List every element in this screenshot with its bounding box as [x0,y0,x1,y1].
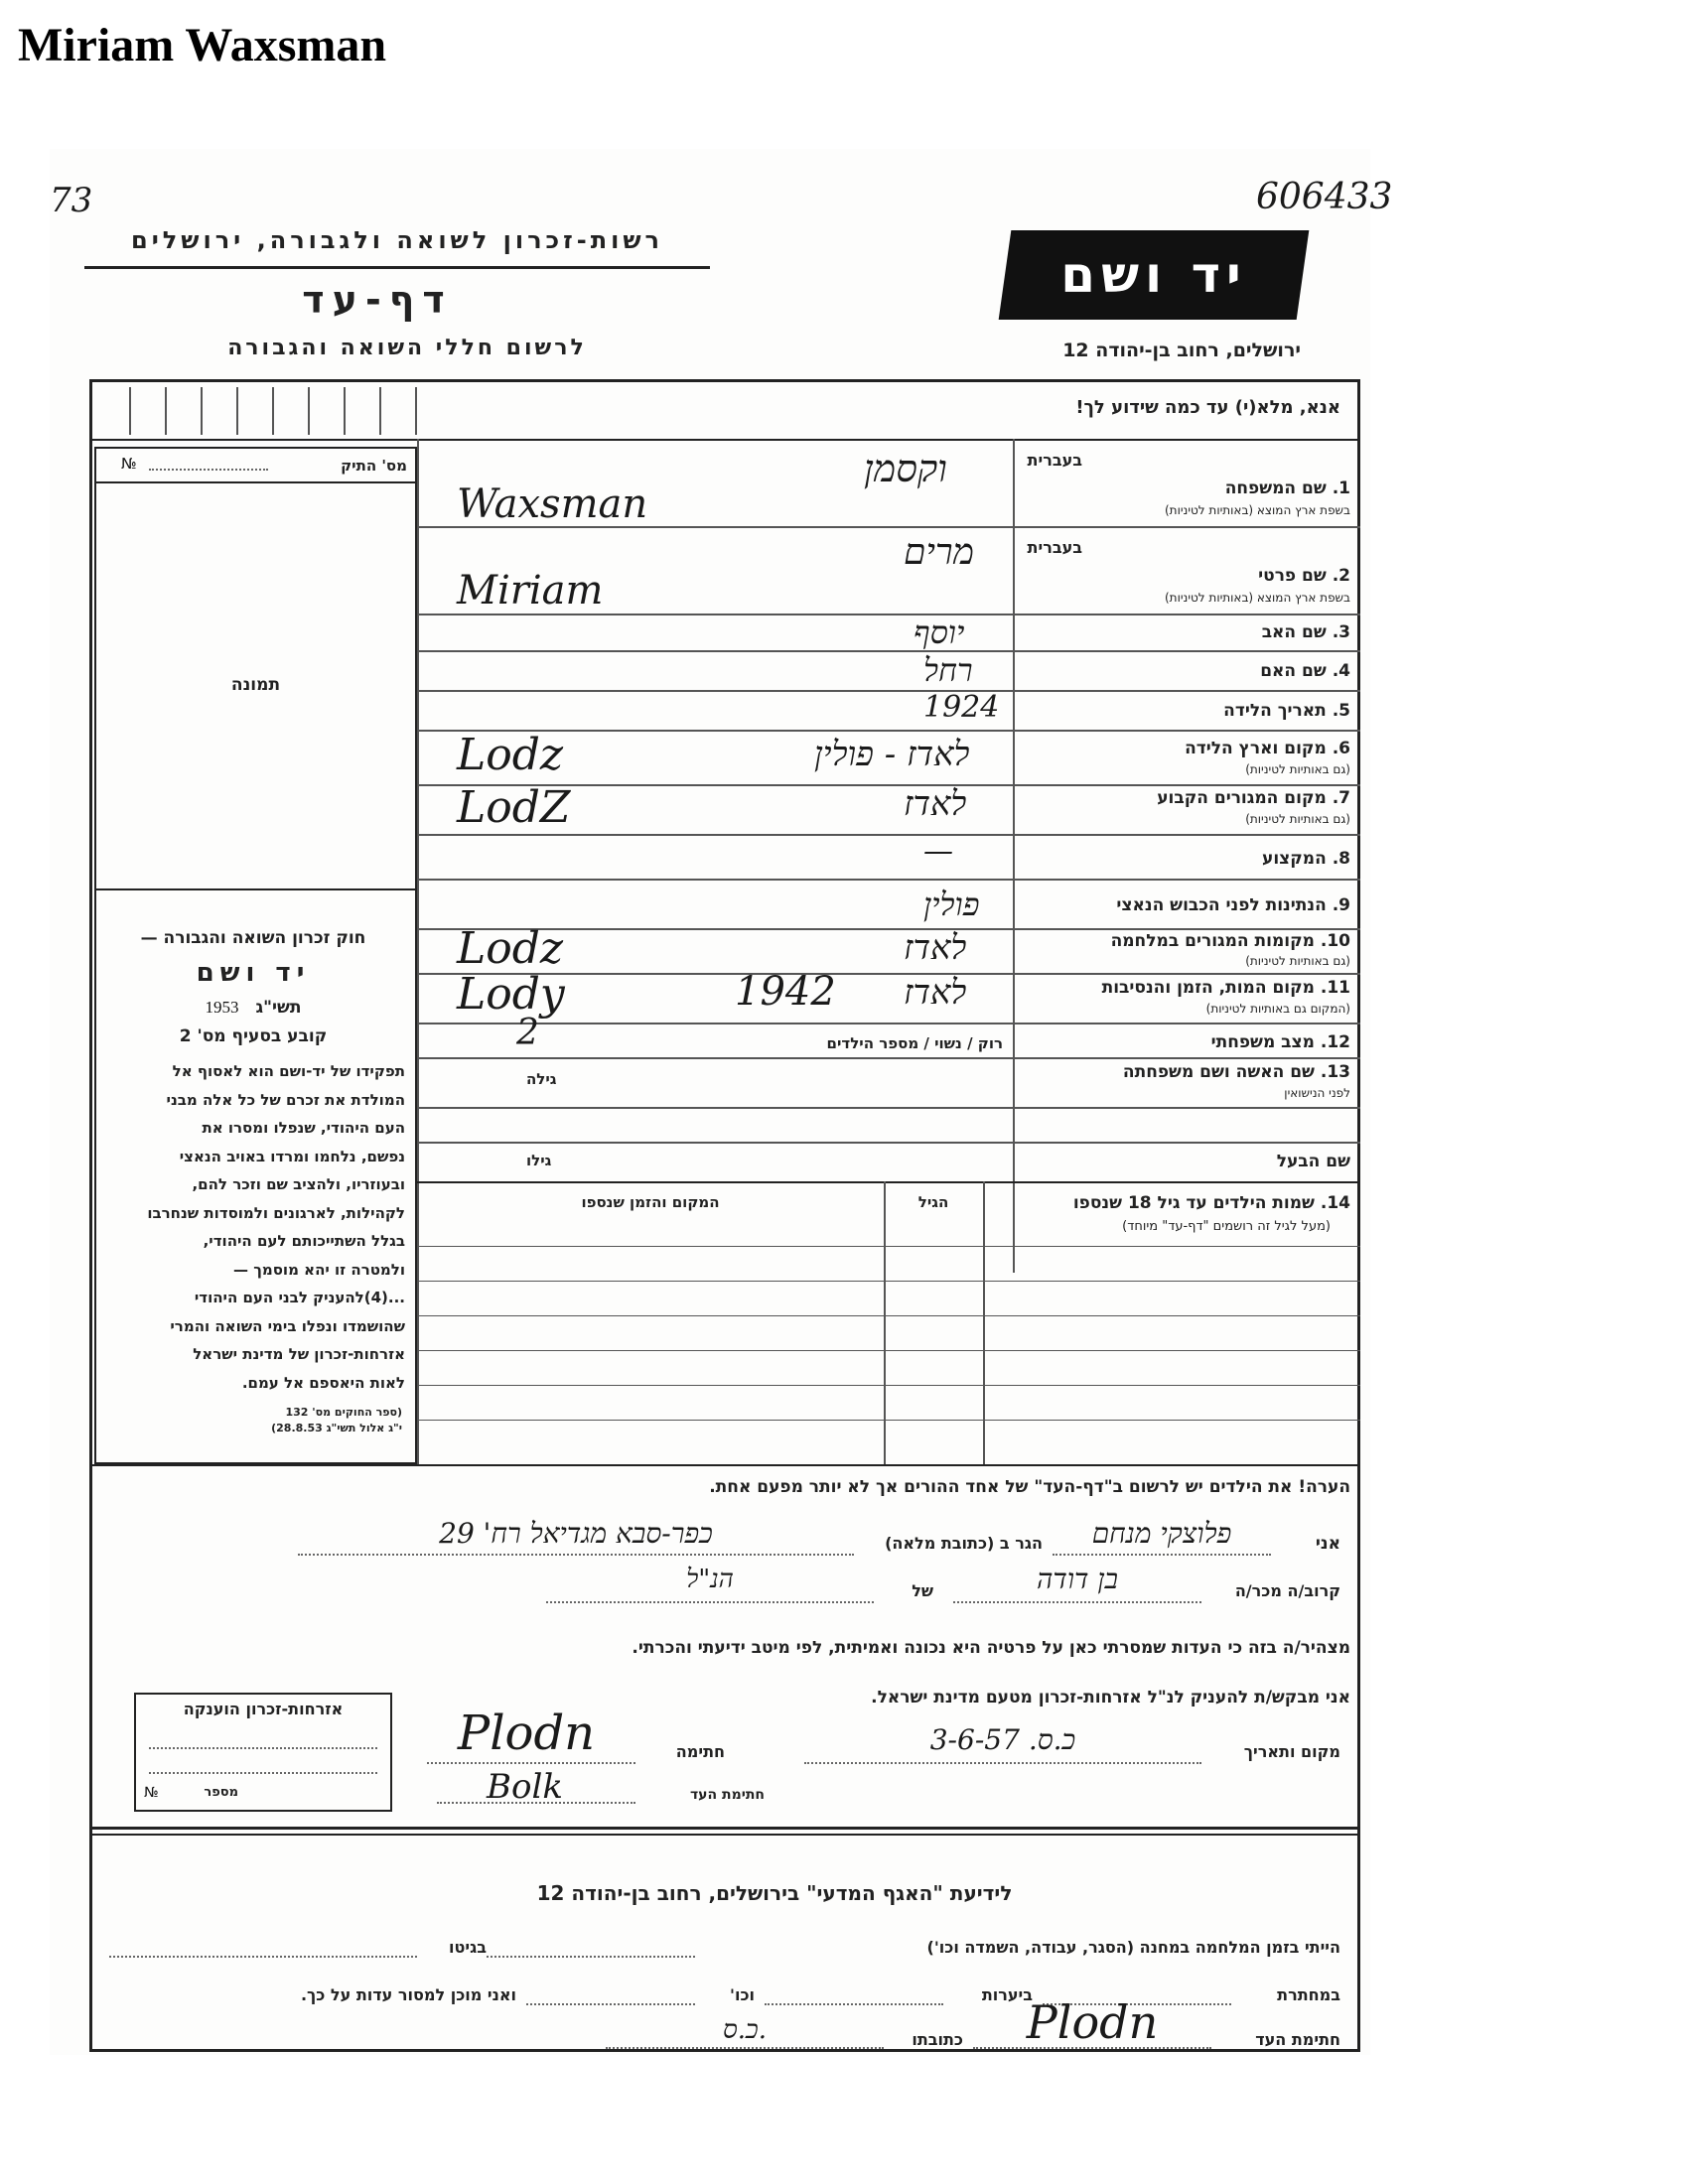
citizenship-number-label: מספר [204,1785,238,1800]
law-text-line: ובעוזריו, ולהציב שם וזכר להם, [192,1175,405,1193]
field-2-hebrew-tag: בעברית [1027,538,1082,557]
field-num: 4. [1332,661,1350,681]
of-label: של [912,1581,933,1600]
address-line: ירושלים, רחוב בן-יהודה 12 [1062,340,1301,361]
field-1-sub: בשפת ארץ המוצא (באותיות לטיניות) [1165,503,1350,517]
field-text: שם האשה ושם משפחתה [1122,1062,1315,1082]
field-6-sub: (גם באותיות לטיניות) [1245,762,1350,776]
footer-address: כ.ס. [722,2015,768,2045]
birth-date: 1924 [923,690,1000,725]
relation-value: בן דודה [1036,1563,1118,1595]
field-13-label [1023,1062,1350,1082]
field-text: שם האב [1261,622,1327,642]
field-num: 8. [1332,849,1350,869]
field-text: הנתינות לפני הכבוש הנאצי [1116,895,1327,915]
footer-etc: וכו' [730,1985,755,2004]
law-citation [104,1405,402,1436]
code-boxes [129,387,417,435]
husband-age-label: גילו [526,1152,552,1169]
surname-latin: Waxsman [457,481,648,527]
field-num: 10. [1320,931,1350,951]
place-date-label: מקום ותאריך [1243,1742,1340,1761]
archive-number: 606433 [1256,177,1393,217]
signature-label: חתימה [675,1742,725,1761]
field-num: 6. [1332,739,1350,758]
field-1-label [1023,478,1350,498]
place-date-value: כ.ס. 3-6-57 [929,1723,1076,1756]
mother-name: רחל [923,651,973,689]
field-3-label [1023,622,1350,642]
law-citation-line: (ספר החוקים מס' 132 [285,1406,402,1419]
field-text: מקום המות, הזמן והנסיבות [1101,978,1315,998]
field-num: 7. [1332,788,1350,808]
field-7-sub: (גם באותיות לטיניות) [1245,812,1350,826]
field-4-label [1023,661,1350,681]
law-year: 1953 [205,998,239,1017]
field-num: 14. [1320,1193,1350,1213]
field-num: 1. [1332,478,1350,498]
law-title: חוק זכרון השואה והגבורה — [140,928,366,948]
father-name: יוסף [914,614,965,651]
logo-text: יד ושם [1060,246,1247,304]
death-place-hebrew: לאדז [904,973,967,1013]
field-8-label [1023,849,1350,869]
field-2-sub: בשפת ארץ המוצא (באותיות לטיניות) [1165,591,1350,605]
law-citation-line: י"ג אלול תשי"ג 28.8.53) [271,1422,402,1434]
declarant-address: כפר-סבא מגדיאל רח' 29 [439,1517,713,1550]
birthplace-hebrew: לאדז - פולין [814,735,970,774]
law-text-line: נפשם, נלחמו ומרדו באויב הנאצי [179,1147,405,1165]
footer-witness-sig-label: חתימת העד [1255,2030,1340,2049]
footer-testify: ואני מוכן למסור עדות על כך. [300,1985,516,2004]
law-text-line: שהושמדו ונפלו בימי השואה והמרי [170,1316,405,1335]
surname-hebrew: וקסמן [864,447,947,490]
photo-label: תמונה [230,675,281,695]
field-num: 13. [1320,1062,1350,1082]
field-text: תאריך הלידה [1223,701,1327,721]
children-age-header: הגיל [917,1193,949,1211]
corner-number: 73 [50,181,93,220]
death-place-latin: Lody [457,969,565,1020]
scanned-form [50,149,1393,2055]
footer-title: לידיעת "האגף המדעי" בירושלים, רחוב בן-יהודה 12 [536,1881,1013,1905]
firstname-hebrew: מרים [904,532,974,573]
form-title: דף-עד [302,278,453,322]
field-2-label [1023,566,1350,586]
relation-label: קרוב/ה מכר/ה [1234,1581,1340,1600]
husband-label: שם הבעל [1276,1152,1350,1171]
authority-title: רשות-זכרון לשואה ולגבורה, ירושלים [130,226,663,254]
residence-latin: LodZ [457,782,571,833]
law-text-line: ...(4)להעניק לבני העם היהודי [194,1289,405,1306]
law-year-line [99,998,407,1018]
law-text-line: ולמטרה זו יהא מוסמך — [232,1260,405,1279]
declaration-text: מצהיר/ה בזה כי העדות שמסרתי כאן על פרטיה היא נכונה ואמיתית, לפי מיטב ידיעתי והכרתי. [632,1638,1350,1658]
instruction: אנא, מלא(י) עד כמה שידוע לך! [1075,397,1340,418]
law-text-line: העם היהודי, שנפלו ומסרו את [202,1119,405,1137]
field-13-age-label: גילה [526,1070,557,1088]
citizenship-number-prefix: № [144,1785,159,1801]
footer-ghetto: בגיטו [449,1938,487,1957]
field-12-options: רוק / נשוי / מספר הילדים [826,1034,1003,1052]
field-text: מקום וארץ הלידה [1185,739,1327,758]
field-text: המקצוע [1262,849,1327,869]
request-text: אני מבקש/ת להעניק לנ"ל אזרחות-זכרון מטעם מדינת ישראל. [871,1688,1350,1707]
residence-hebrew: לאדז [904,784,967,824]
field-text: מצב משפחתי [1210,1032,1315,1052]
field-text: שם המשפחה [1224,478,1327,498]
law-text-line: אזרחות-זכרון של מדינת ישראל [193,1345,405,1363]
law-clause: קובע בסעיף מס' 2 [179,1026,328,1046]
field-1-hebrew-tag: בעברית [1027,451,1082,470]
law-text-line: תפקידו של יד-ושם הוא לאסוף אל [172,1062,405,1080]
field-num: 5. [1332,701,1350,721]
field-11-sub: (המקום גם באותיות לטיניות) [1205,1002,1350,1016]
field-text: מקום המגורים הקבוע [1157,788,1327,808]
file-number-prefix: № [121,455,137,473]
file-number-label: מס' התיק [341,457,407,475]
declarant-signature: Plodn [457,1706,596,1761]
field-10-sub: (גם באותיות לטיניות) [1245,954,1350,968]
law-text-line: לאות היאספם אל עמם. [241,1373,405,1392]
law-text-line: בגלל השתייכותם לעם היהודי, [203,1232,405,1250]
family-status-mark: 2 [516,1013,539,1053]
footer-forests: ביערות [981,1985,1033,2004]
citizenship-value: פולין [923,886,980,923]
profession-value: — [923,834,953,869]
death-year: 1942 [735,969,836,1015]
children-label [993,1193,1350,1213]
war-residence-latin: Lodz [457,923,564,974]
field-text: מקומות המגורים במלחמה [1110,931,1315,951]
field-num: 9. [1332,895,1350,915]
field-9-label [1023,895,1350,915]
declarant-address-label: הגר ב (כתובת מלאה) [885,1534,1043,1553]
field-7-label [1023,788,1350,808]
witness-signature: Bolk [487,1767,563,1807]
law-text-line: המולדת את זכרם של כל אלה מבני [166,1090,405,1109]
law-text-line: לקהילות, לארגונים ולמוסדות שנחרבו [147,1203,405,1222]
footer-address-label: כתובתו [912,2030,963,2049]
field-12-label [1023,1032,1350,1052]
yad-vashem-logo [999,230,1310,320]
war-residence-hebrew: לאדז [904,928,967,968]
footer-line1: הייתי בזמן המלחמה במחנה (הסגר, עבודה, השמדה וכו') [926,1938,1340,1957]
law-text [101,1057,405,1397]
field-num: 12. [1320,1032,1350,1052]
field-13-sub: לפני הנישואין [1284,1086,1350,1100]
footer-underground: במחתרת [1277,1985,1340,2004]
children-sub: (מעל לגיל זה רושמים "דף-עד" מיוחד) [1122,1219,1331,1234]
field-num: 11. [1320,978,1350,998]
form-subtitle: לרשום חללי השואה והגבורה [227,336,587,360]
field-num: 2. [1332,566,1350,586]
children-place-header: המקום והזמן שנספו [581,1193,720,1211]
law-year-hebrew: תשי"ג [255,998,302,1018]
of-value: הנ"ל [686,1565,734,1594]
field-num: 3. [1332,622,1350,642]
firstname-latin: Miriam [457,568,604,614]
birthplace-latin: Lodz [457,730,564,780]
field-text: שם האם [1260,661,1327,681]
field-5-label [1023,701,1350,721]
citizenship-box-title: אזרחות-זכרון הוענקה [183,1700,344,1718]
witness-sig-label: חתימת העד [689,1787,765,1803]
page-title: Miriam Waxsman [18,19,387,71]
footer-witness-signature: Plodn [1026,1995,1159,2049]
field-10-label [1023,931,1350,951]
field-text: שם פרטי [1258,566,1327,586]
declarant-name: פלוצקי מנחם [1091,1517,1232,1550]
field-text: שמות הילדים עד גיל 18 שנספו [1072,1193,1315,1213]
declarant-i-label: אני [1315,1534,1340,1554]
law-name: יד ושם [196,958,311,988]
note: הערה! את הילדים יש לרשום ב"דף-העד" של אחד ההורים אך לא יותר מפעם אחת. [709,1477,1350,1497]
field-11-label [1023,978,1350,998]
field-6-label [1023,739,1350,758]
